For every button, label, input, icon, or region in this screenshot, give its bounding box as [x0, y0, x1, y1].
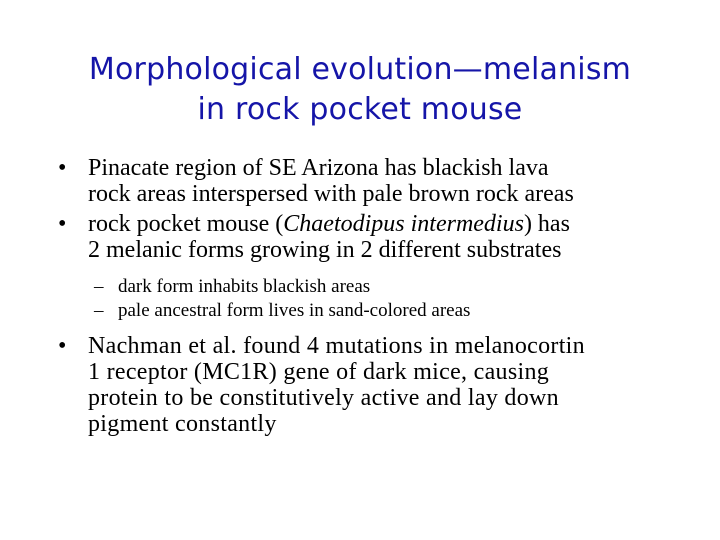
- sub-bullet-pale-form: [94, 299, 688, 323]
- sub-bullet-marker: –: [94, 276, 104, 297]
- bullet-item-rock-pocket-mouse: [58, 211, 688, 263]
- bullet-marker: •: [58, 155, 67, 181]
- bullet-text-line: pigment constantly: [88, 411, 277, 437]
- sub-bullet-marker: –: [94, 300, 104, 321]
- sub-bullet-dark-form: [94, 275, 688, 299]
- bullet-text-line: 2 melanic forms growing in 2 different substrates: [88, 237, 562, 263]
- bullet-text-line: protein to be constitutively active and lay down: [88, 385, 559, 411]
- bullet-text-line: Pinacate region of SE Arizona has blackish lava: [88, 155, 549, 181]
- title-line-2: in rock pocket mouse: [197, 92, 523, 127]
- bullet-list: [58, 155, 688, 441]
- slide-title: [40, 50, 680, 130]
- bullet-marker: •: [58, 211, 67, 237]
- bullet-text-line: Nachman et al. found 4 mutations in melanocortin: [88, 333, 585, 359]
- bullet-text-line: [88, 211, 688, 237]
- bullet-text-segment: ) has: [523, 211, 570, 237]
- sub-bullet-list: [94, 275, 688, 323]
- bullet-text-line: 1 receptor (MC1R) gene of dark mice, causing: [88, 359, 550, 385]
- sub-bullet-text: pale ancestral form lives in sand-colored areas: [118, 300, 471, 321]
- bullet-item-pinacate: [58, 155, 688, 207]
- bullet-text-segment: rock pocket mouse (: [88, 211, 284, 237]
- title-line-1: Morphological evolution—melanism: [88, 52, 632, 87]
- bullet-item-nachman: [58, 333, 688, 437]
- bullet-marker: •: [58, 333, 67, 359]
- species-name: Chaetodipus intermedius: [283, 211, 524, 237]
- bullet-text-line: rock areas interspersed with pale brown rock areas: [88, 181, 574, 207]
- sub-bullet-text: dark form inhabits blackish areas: [118, 276, 371, 297]
